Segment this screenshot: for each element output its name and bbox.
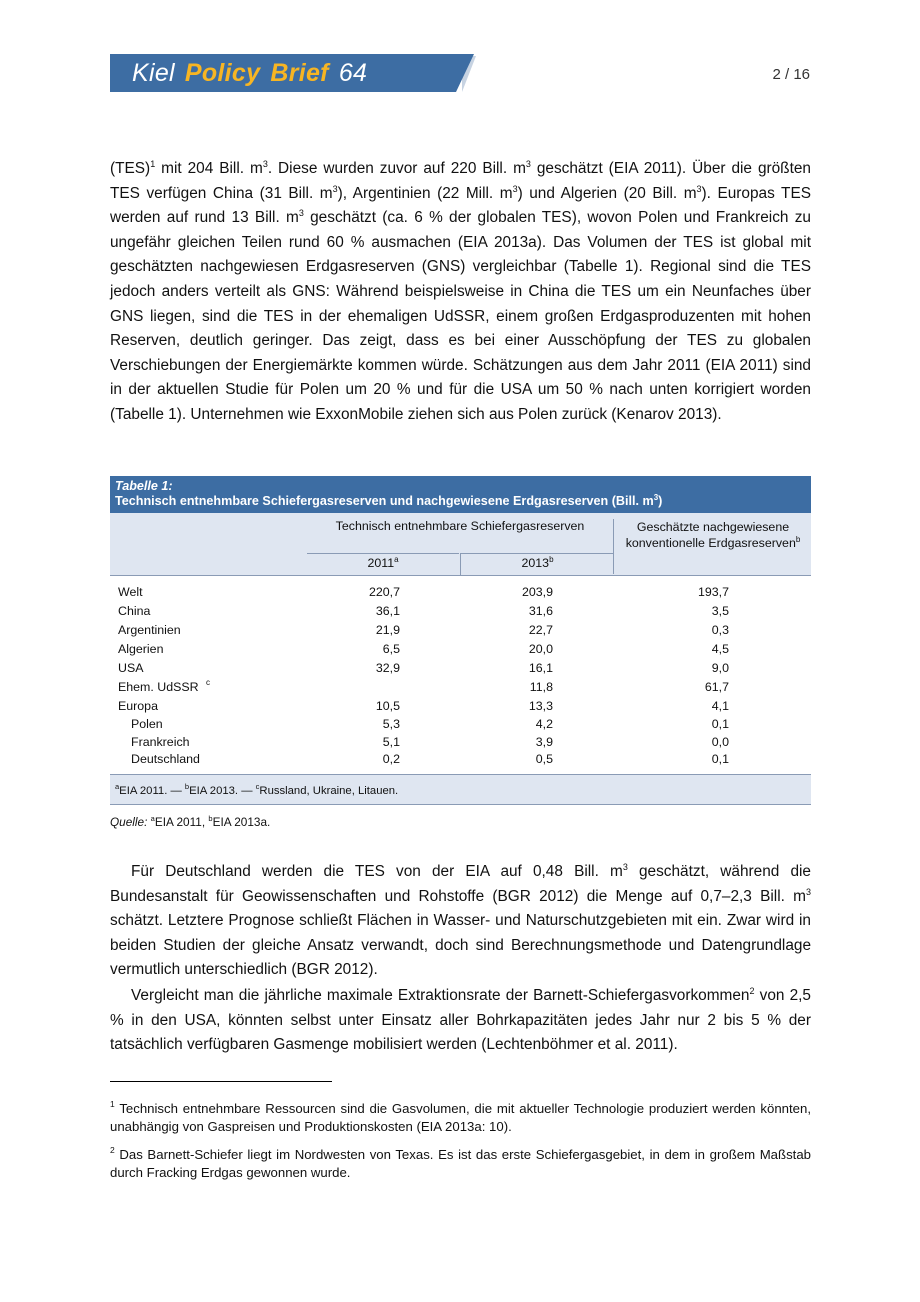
row-label: China [118,604,151,618]
table-footnotes: $^a$EIA 2011. — $^b$EIA 2013. — $^c$Russland, Ukraine, Litauen. [110,775,811,805]
table-row [110,751,811,769]
table-caption: Tabelle 1: [115,479,173,493]
value-2013: 203,9 [521,585,553,599]
paragraph-deutschland: Für Deutschland werden die TES von der EIA auf 0,48 Bill. $m^3$ geschätzt, während die Bundesanstalt für Geowissenschaften und Rohstoffe (BGR 2012) die Menge auf 0,7–2,3 Bill. $m^3$ schätzt. Letztere Prognose schließt Flächen in Wasser- und Naturschutzgebieten mit ein. Zwar wird in beiden Studien der gleiche Ansatz verwandt, doch sind Berechnungsmethode und Datengrundlage vermutlich unterschiedlich (BGR 2012). [110,862,811,979]
table-row [110,621,811,640]
value-gns: 0,1 [711,717,729,731]
brand-number: 64 [338,59,368,87]
value-gns: 4,5 [711,642,729,656]
value-gns: 61,7 [704,680,729,694]
value-2013: 0,5 [535,752,553,766]
value-gns: 3,5 [711,604,729,618]
row-label: Polen [131,717,163,731]
value-2013: 4,2 [535,717,553,731]
value-2013: 11,8 [529,680,553,694]
table-source: Quelle: $^a$EIA 2011, $^b$EIA 2013a. [110,814,271,829]
value-2011: 21,9 [375,623,400,637]
table-row [110,678,811,697]
value-gns: 0,3 [711,623,729,637]
value-gns: 4,1 [711,699,729,713]
row-label: Algerien [118,642,164,656]
row-label-sup: c [206,678,210,687]
value-2011: 32,9 [375,661,400,675]
row-label: Argentinien [118,623,181,637]
row-label: USA [118,661,144,675]
table-row [110,697,811,716]
brand-word-brief: Brief [270,59,329,87]
table-1 [110,476,811,805]
footnote-separator [110,1081,332,1082]
value-2013: 3,9 [535,734,553,749]
brand-banner [110,54,456,92]
row-label: Deutschland [131,752,200,766]
value-2013: 20,0 [528,642,553,656]
header-2013: 2013$^b$ [460,553,614,576]
row-label: Ehem. UdSSR [118,680,199,694]
banner-tail [456,54,474,92]
header-gns: Geschätzte nachgewiesene konventionelle Erdgasreserven$^b$ [613,519,812,574]
value-2011: 0,2 [382,752,400,766]
table-title: Tabelle 1: Technisch entnehmbare Schiefergasreserven und nachgewiesene Erdgasreserven (Bill. $m^3$) [110,476,811,513]
row-label: Welt [118,585,143,599]
row-label: Frankreich [131,734,190,749]
table-body [110,576,811,775]
page-number: 2 / 16 [772,66,810,83]
value-2013: 16,1 [528,661,553,675]
table-row [110,659,811,678]
value-2011: 220,7 [368,585,400,599]
table-header [110,513,811,576]
table-row [110,716,811,734]
value-gns: 193,7 [697,585,729,599]
value-gns: 0,0 [711,734,729,749]
intro-paragraph: (TES)$^1$ mit 204 Bill. $m^3$. Diese wurden zuvor auf 220 Bill. $m^3$ geschätzt (EIA 2011). Über die größten TES verfügen China (31 Bill. $m^3$), Argentinien (22 Mill. $m^3$) und Algerien (20 Bill. $m^3$). Europas TES werden auf rund 13 Bill. $m^3$ geschätzt (ca. 6 % der globalen TES), wovon Polen und Frankreich zu ungefähr gleichen Teilen rund 60 % ausmachen (EIA 2013a). Das Volumen der TES ist global mit geschätzten nachgewiesen Erdgasreserven (GNS) vergleichbar (Tabelle 1). Regional sind die TES jedoch anders verteilt als GNS: Während beispielsweise in China die TES um ein Neunfaches über GNS liegen, sind die TES in der ehemaligen UdSSR, einem großen Erdgasproduzenten mit hohen Reserven, deutlich geringer. Das zeigt, dass es bei einer Ausschöpfung der TES zu globalen Verschiebungen der Energiemärkte kommen würde. Schätzungen aus dem Jahr 2011 (EIA 2011) sind in der aktuellen Studie für Polen um 20 % und für die USA um 50 % nach unten korrigiert worden (Tabelle 1). Unternehmen wie ExxonMobile ziehen sich aus Polen zurück (Kenarov 2013). [110,159,811,423]
value-2011: 5,1 [382,734,400,749]
value-2013: 31,6 [528,604,553,618]
footnote-1: $^1$ Technisch entnehmbare Ressourcen sind die Gasvolumen, die mit aktueller Technologie produziert werden könnten, unabhängig von Gaspreisen und Produktionskosten (EIA 2013a: 10). [110,1099,811,1134]
paragraph-barnett: Vergleicht man die jährliche maximale Extraktionsrate der Barnett-Schiefergasvorkommen$^2$ von 2,5 % in den USA, könnten selbst unter Einsatz aller Bohrkapazitäten jedes Jahr nur 2 bis 5 % der tatsächlich verfügbaren Gasmenge mobilisiert werden (Lechtenböhmer et al. 2011). [110,986,811,1054]
value-2013: 22,7 [528,623,553,637]
brand-word-kiel: Kiel [132,59,175,87]
row-label: Europa [118,699,158,713]
table-row [110,602,811,621]
footnote-2: $^2$ Das Barnett-Schiefer liegt im Nordwesten von Texas. Es ist das erste Schiefergasgebiet, in dem in großem Maßstab durch Fracking Erdgas gewonnen wurde. [110,1145,811,1180]
value-gns: 9,0 [711,661,729,675]
value-2011: 10,5 [375,699,400,713]
brand-word-policy: Policy [184,59,261,87]
value-2013: 13,3 [528,699,553,713]
value-2011: 5,3 [382,717,400,731]
value-2011: 36,1 [375,604,400,618]
value-gns: 0,1 [711,752,729,766]
header-group-tes: Technisch entnehmbare Schiefergasreserven [335,519,585,533]
table-row [110,583,811,602]
value-2011: 6,5 [382,642,400,656]
table-row [110,640,811,659]
header-2011: 2011$^a$ [307,553,459,576]
table-row [110,734,811,752]
